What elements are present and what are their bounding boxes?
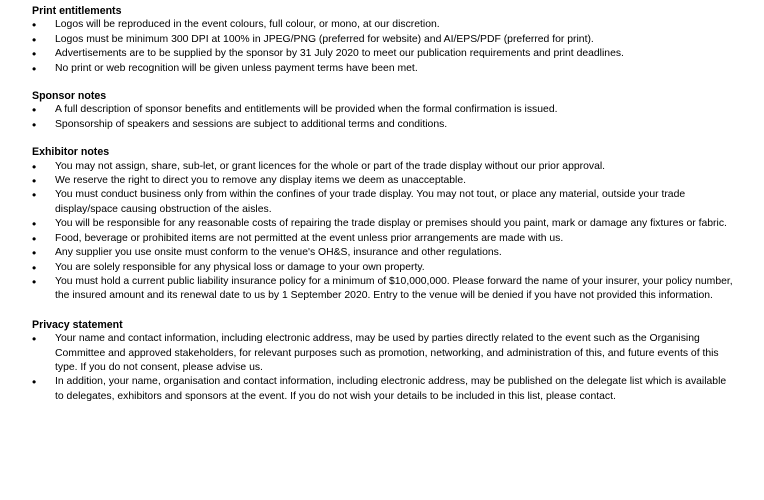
- privacy-statement-section: [32, 318, 764, 404]
- bullet-list: [32, 18, 764, 76]
- list-item: • Food, beverage or prohibited items are not permitted at the event unless prior arrangements are made with us.: [32, 232, 735, 246]
- list-item: • We reserve the right to direct you to remove any display items we deem as unacceptable.: [32, 174, 735, 188]
- list-item: • Logos must be minimum 300 DPI at 100% in JPEG/PNG (preferred for website) and AI/EPS/PDF (preferred for print).: [32, 33, 735, 47]
- print-entitlements-section: [32, 4, 764, 76]
- list-item: • Sponsorship of speakers and sessions are subject to additional terms and conditions.: [32, 118, 735, 132]
- section-heading: Exhibitor notes: [32, 146, 110, 159]
- list-item: • You are solely responsible for any physical loss or damage to your own property.: [32, 261, 735, 275]
- exhibitor-notes-section: [32, 145, 764, 303]
- list-item: • Logos will be reproduced in the event colours, full colour, or mono, at our discretion.: [32, 18, 735, 32]
- list-item: • In addition, your name, organisation and contact information, including electronic address, may be published on the delegate list which is available to delegates, exhibitors and sponsors at the event. If you do not wish your details to be included in this list, please contact.: [32, 375, 735, 404]
- bullet-list: [32, 103, 764, 132]
- list-item: • No print or web recognition will be given unless payment terms have been met.: [32, 62, 735, 76]
- section-heading: Privacy statement: [32, 318, 123, 331]
- section-heading: Print entitlements: [32, 5, 122, 17]
- sponsor-notes-section: [32, 89, 764, 132]
- section-heading: Sponsor notes: [32, 90, 107, 103]
- list-item: • Your name and contact information, including electronic address, may be used by parties directly related to the event such as the Organising Committee and approved stakeholders, for relevant purposes such as promotion, networking, and administration of this, and future events of this type. If you do not consent, please advise us.: [32, 332, 735, 375]
- bullet-list: [32, 332, 764, 404]
- list-item: • You will be responsible for any reasonable costs of repairing the trade display or premises should you paint, mark or damage any fixtures or fabric.: [32, 217, 735, 231]
- list-item: • Any supplier you use onsite must conform to the venue's OH&S, insurance and other regulations.: [32, 246, 735, 260]
- list-item: • Advertisements are to be supplied by the sponsor by 31 July 2020 to meet our publication requirements and print deadlines.: [32, 47, 735, 61]
- list-item: • You must conduct business only from within the confines of your trade display. You may not tout, or place any material, outside your trade display/space causing obstruction of the aisles.: [32, 188, 735, 217]
- bullet-list: [32, 160, 764, 304]
- list-item: • A full description of sponsor benefits and entitlements will be provided when the formal confirmation is issued.: [32, 103, 735, 117]
- list-item: • You may not assign, share, sub-let, or grant licences for the whole or part of the trade display without our prior approval.: [32, 160, 735, 174]
- list-item: • You must hold a current public liability insurance policy for a minimum of $10,000,000. Please forward the name of your insurer, your policy number, the insured amount and its renewal date to us by 1 September 2020. Entry to the venue will be denied if you have not provided this information.: [32, 275, 735, 304]
